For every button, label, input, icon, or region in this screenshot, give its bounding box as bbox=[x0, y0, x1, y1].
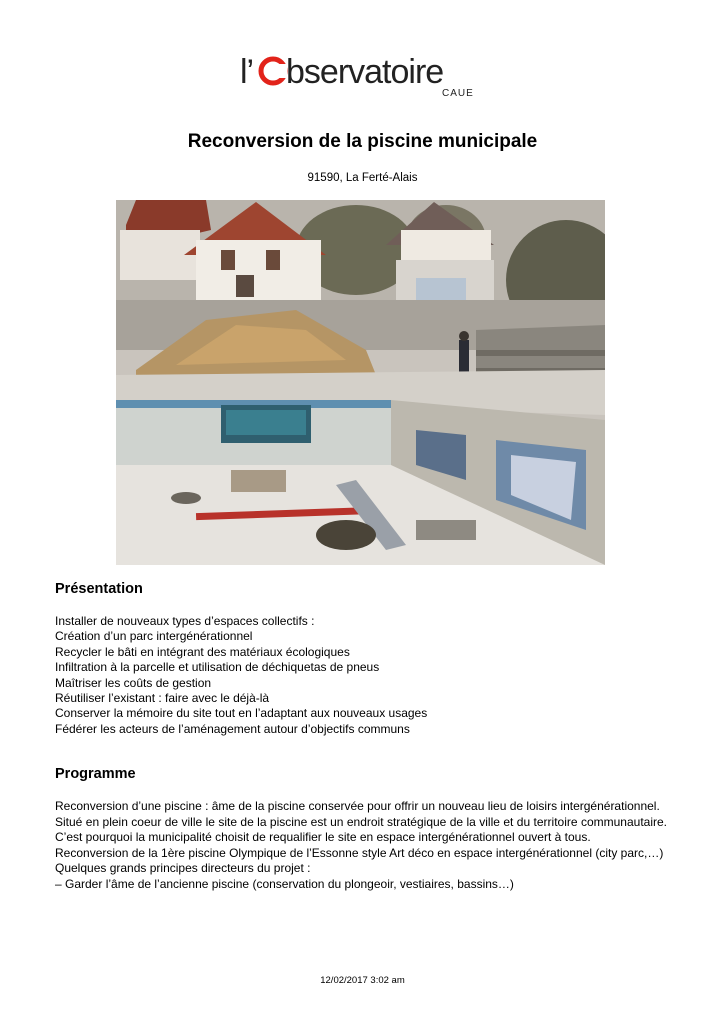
logo-graphic bbox=[240, 50, 490, 98]
presentation-line: Installer de nouveaux types d’espaces collectifs : bbox=[55, 614, 315, 628]
page-title: Reconversion de la piscine municipale bbox=[187, 131, 538, 152]
svg-text:l’: l’ bbox=[240, 53, 254, 91]
location-subtitle: 91590, La Ferté-Alais bbox=[307, 172, 418, 184]
presentation-heading: Présentation bbox=[55, 581, 143, 597]
presentation-line: Conserver la mémoire du site tout en l’adaptant aux nouveaux usages bbox=[55, 706, 428, 721]
presentation-line: Infiltration à la parcelle et utilisation de déchiquetas de pneus bbox=[55, 660, 380, 675]
presentation-line: Fédérer les acteurs de l’aménagement autour d’objectifs communs bbox=[55, 721, 410, 736]
programme-heading: Programme bbox=[55, 766, 136, 782]
programme-paragraph: – Garder l’âme de l’ancienne piscine (conservation du plongeoir, vestiaires, bassins…) bbox=[55, 876, 514, 891]
site-photo bbox=[116, 200, 605, 565]
presentation-line: Réutiliser l’existant : faire avec le déjà-là bbox=[55, 691, 270, 706]
programme-paragraph: Quelques grands principes directeurs du projet : bbox=[55, 861, 311, 876]
programme-paragraph: Reconversion d’une piscine : âme de la piscine conservée pour offrir un nouveau lieu de loisirs intergénérationnel. bbox=[55, 799, 660, 813]
programme-paragraph: Reconversion de la 1ère piscine Olympique de l’Essonne style Art déco en espace intergénérationnel (city parc,…) bbox=[55, 845, 664, 860]
presentation-list bbox=[55, 614, 667, 737]
presentation-line: Maîtriser les coûts de gestion bbox=[55, 675, 212, 690]
footer-timestamp: 12/02/2017 3:02 am bbox=[320, 975, 405, 986]
programme-body bbox=[55, 799, 667, 893]
presentation-line: Création d’un parc intergénérationnel bbox=[55, 629, 253, 644]
programme-paragraph: Situé en plein coeur de ville le site de la piscine est un endroit stratégique de la ville et du territoire communautaire. C’est pourquoi la municipalité choisit de requalifier le site en espace intergénérationnel ouvert à tous. bbox=[55, 814, 667, 845]
presentation-line: Recycler le bâti en intégrant des matériaux écologiques bbox=[55, 644, 350, 659]
svg-text:bservatoire: bservatoire bbox=[286, 53, 444, 91]
observatoire-caue-logo bbox=[240, 50, 490, 98]
svg-text:CAUE: CAUE bbox=[442, 88, 474, 98]
